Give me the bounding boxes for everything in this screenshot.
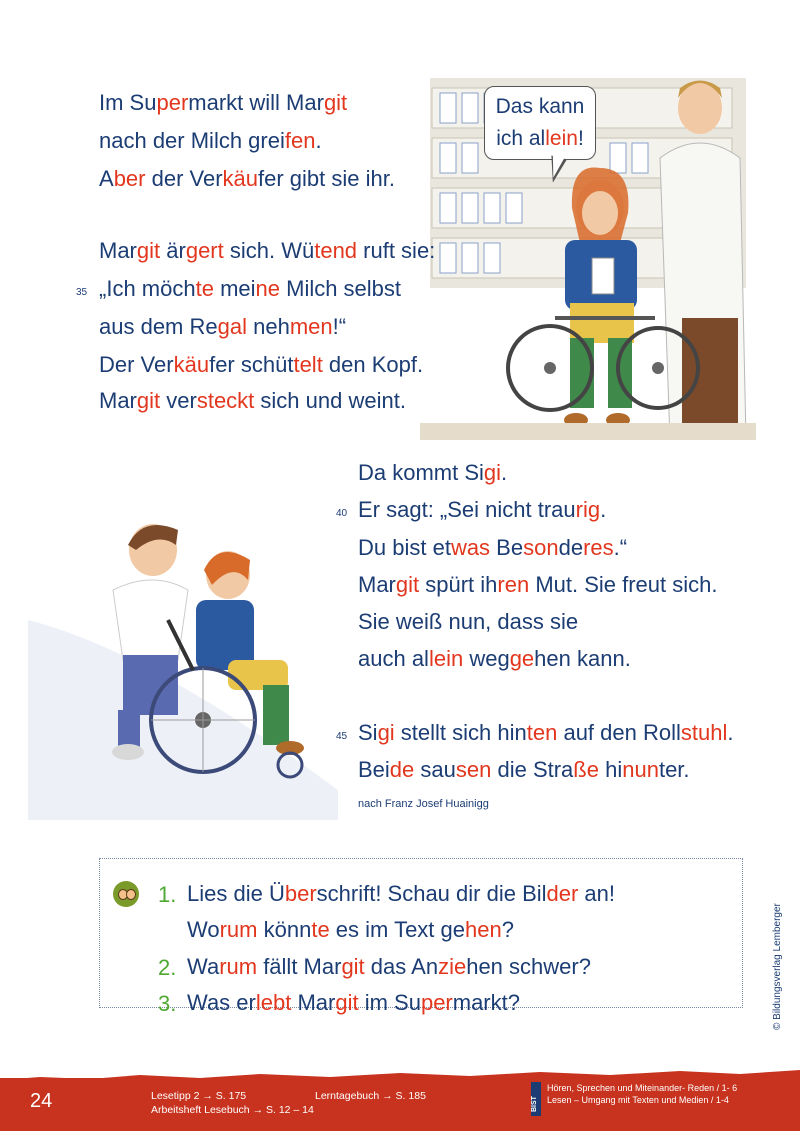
text-segment: Der Ver (99, 352, 174, 377)
bubble-line-2 (485, 123, 595, 155)
story-line-13 (358, 609, 578, 635)
text-segment: Bei (358, 757, 390, 782)
story-line-1 (99, 90, 347, 116)
text-segment: schrift! Schau dir die Bil (316, 881, 547, 906)
question-2-line-1 (187, 954, 591, 980)
standard-1: Hören, Sprechen und Miteinander- Reden / 1- 6 (547, 1083, 738, 1093)
red-syllable: men (289, 314, 333, 339)
red-syllable: tend (314, 238, 358, 263)
text-segment: an! (578, 881, 616, 906)
story-line-6 (99, 314, 346, 340)
text-segment: är (160, 238, 186, 263)
question-1-line-1 (187, 881, 615, 907)
arbeitsheft-ref: Arbeitsheft Lesebuch → S. 12 – 14 (151, 1104, 314, 1116)
red-syllable: ge (509, 646, 535, 671)
text-segment: Milch selbst (280, 276, 402, 301)
story-line-12 (358, 572, 718, 598)
text-segment: den Kopf. (322, 352, 424, 377)
text-segment: fällt Mar (257, 954, 342, 979)
text-segment: sau (414, 757, 456, 782)
red-syllable: fen (284, 128, 316, 153)
red-syllable: telt (293, 352, 323, 377)
line-number-40: 40 (336, 508, 348, 519)
red-syllable: git (395, 572, 420, 597)
question-3-number: 3. (158, 991, 177, 1016)
text-segment: Mar (291, 990, 336, 1015)
text-segment: Du bist et (358, 535, 451, 560)
text-segment: ! (577, 127, 584, 150)
red-syllable: git (341, 954, 365, 979)
eyes-icon (113, 881, 139, 907)
red-syllable: steckt (196, 388, 255, 413)
text-segment: Lies die Ü (187, 881, 285, 906)
text-segment: der Ver (145, 166, 223, 191)
red-syllable: hen (465, 917, 502, 942)
text-segment: ruft sie: (357, 238, 436, 263)
text-segment: könn (257, 917, 312, 942)
red-syllable: ne (255, 276, 280, 301)
text-segment: Wa (187, 954, 220, 979)
red-syllable: te (311, 917, 330, 942)
red-syllable: son (523, 535, 559, 560)
red-syllable: ten (526, 720, 558, 745)
story-line-2 (99, 128, 322, 154)
text-segment: mei (213, 276, 256, 301)
bist-label: BIST (531, 1096, 538, 1112)
text-segment: hi (598, 757, 623, 782)
red-syllable: gert (185, 238, 224, 263)
text-segment: ? (501, 917, 514, 942)
text-segment: Das kann (495, 95, 585, 118)
text-segment: „Ich möch (99, 276, 196, 301)
text-segment: de (558, 535, 584, 560)
standard-2: Lesen – Umgang mit Texten und Medien / 1-4 (547, 1095, 729, 1105)
text-segment: nach der Milch grei (99, 128, 285, 153)
text-segment: fer gibt sie ihr. (258, 166, 395, 191)
text-segment: Be (490, 535, 524, 560)
story-line-15 (358, 720, 733, 746)
text-segment: im Su (358, 990, 421, 1015)
text-segment: Da kommt Si (358, 460, 484, 485)
text-segment: Mut. Sie freut sich. (529, 572, 718, 597)
text-segment: es im Text ge (329, 917, 466, 942)
lesetipp-ref: Lesetipp 2 → S. 175 (151, 1090, 247, 1102)
text-segment: spürt ih (419, 572, 498, 597)
story-line-10 (358, 497, 606, 523)
text-segment: Wo (187, 917, 220, 942)
red-syllable: res (583, 535, 614, 560)
text-segment: Mar (99, 388, 137, 413)
bubble-line-1 (485, 91, 595, 123)
text-segment: das An (364, 954, 439, 979)
line-number-45: 45 (336, 731, 348, 742)
red-syllable: lein (545, 127, 578, 150)
text-segment: weg (463, 646, 510, 671)
story-line-7 (99, 352, 423, 378)
text-segment: . (315, 128, 322, 153)
red-syllable: per (156, 90, 189, 115)
red-syllable: nun (622, 757, 659, 782)
red-syllable: gi (377, 720, 395, 745)
red-syllable: stuhl (680, 720, 728, 745)
author-credit: nach Franz Josef Huainigg (358, 798, 489, 810)
story-line-14 (358, 646, 631, 672)
text-segment: Sie weiß nun, dass sie (358, 609, 579, 634)
question-2-number: 2. (158, 955, 177, 980)
red-syllable: ren (497, 572, 530, 597)
text-segment: neh (246, 314, 290, 339)
text-segment: fer schüt (209, 352, 294, 377)
story-line-3 (99, 166, 395, 192)
line-number-35: 35 (76, 287, 88, 298)
lerntagebuch-ref: Lerntagebuch → S. 185 (315, 1090, 426, 1102)
red-syllable: git (335, 990, 359, 1015)
text-segment: !“ (332, 314, 347, 339)
text-segment: Im Su (99, 90, 157, 115)
story-line-4 (99, 238, 435, 264)
text-segment: Si (358, 720, 378, 745)
text-segment: hen schwer? (466, 954, 591, 979)
red-syllable: lebt (255, 990, 292, 1015)
text-segment: ich al (496, 127, 546, 150)
story-line-16 (358, 757, 690, 783)
story-line-9 (358, 460, 507, 486)
text-segment: . (501, 460, 508, 485)
red-syllable: rig (575, 497, 601, 522)
text-segment: A (99, 166, 114, 191)
question-1-line-2 (187, 917, 514, 943)
story-line-8 (99, 388, 406, 414)
text-segment: aus dem Re (99, 314, 218, 339)
text-segment: .“ (613, 535, 628, 560)
red-syllable: der (546, 881, 579, 906)
text-segment: auf den Roll (557, 720, 681, 745)
red-syllable: rum (219, 917, 258, 942)
text-segment: sich. Wü (223, 238, 315, 263)
question-1-number: 1. (158, 882, 177, 907)
red-syllable: ber (284, 881, 317, 906)
red-syllable: git (323, 90, 348, 115)
text-segment: Mar (358, 572, 396, 597)
speech-bubble (484, 86, 596, 160)
text-segment: Er sagt: „Sei nicht trau (358, 497, 576, 522)
text-segment: stellt sich hin (394, 720, 527, 745)
text-segment: Mar (99, 238, 137, 263)
story-line-11 (358, 535, 627, 561)
copyright-note: © Bildungsverlag Lemberger (772, 903, 783, 1030)
red-syllable: käu (222, 166, 259, 191)
text-segment: ver (160, 388, 197, 413)
text-segment: Was er (187, 990, 256, 1015)
text-segment: markt? (452, 990, 520, 1015)
text-segment: die Stra (491, 757, 574, 782)
red-syllable: gal (217, 314, 247, 339)
red-syllable: ber (113, 166, 146, 191)
question-3-line-1 (187, 990, 520, 1016)
red-syllable: rum (219, 954, 258, 979)
red-syllable: zie (438, 954, 467, 979)
text-segment: auch al (358, 646, 429, 671)
text-segment: sich und weint. (254, 388, 406, 413)
text-segment: . (600, 497, 607, 522)
red-syllable: per (420, 990, 453, 1015)
wheelchair-ride-illustration (28, 490, 338, 820)
red-syllable: te (195, 276, 214, 301)
bist-badge (531, 1082, 541, 1116)
red-syllable: käu (173, 352, 210, 377)
red-syllable: git (136, 238, 161, 263)
text-segment: markt will Mar (188, 90, 324, 115)
red-syllable: ße (573, 757, 599, 782)
red-syllable: de (389, 757, 415, 782)
red-syllable: gi (483, 460, 502, 485)
red-syllable: sen (455, 757, 492, 782)
text-segment: . (727, 720, 734, 745)
text-segment: hen kann. (534, 646, 631, 671)
story-line-5 (99, 276, 401, 302)
red-syllable: was (450, 535, 491, 560)
red-syllable: lein (428, 646, 464, 671)
text-segment: ter. (658, 757, 690, 782)
red-syllable: git (136, 388, 161, 413)
page-number: 24 (30, 1090, 53, 1112)
